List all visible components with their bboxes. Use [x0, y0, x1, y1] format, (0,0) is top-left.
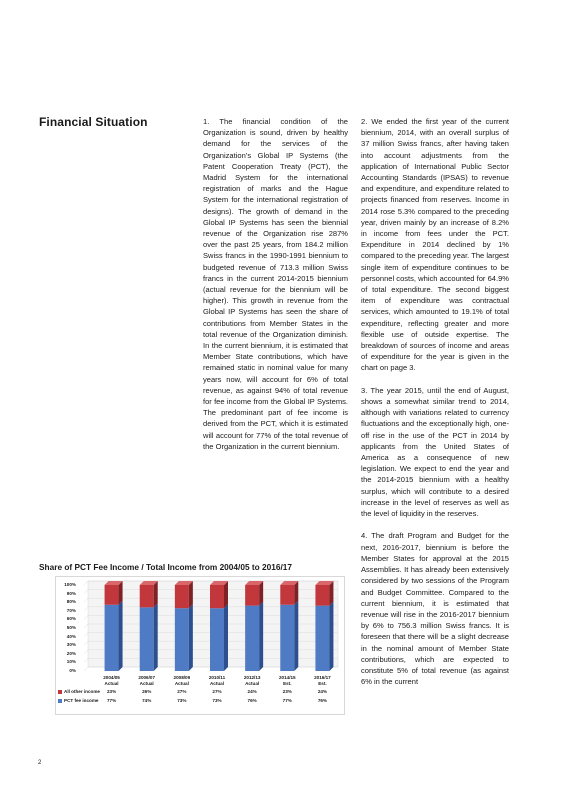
category-label-line: Actual [174, 681, 189, 686]
chart-title: Share of PCT Fee Income / Total Income from 2004/05 to 2016/17 [39, 562, 292, 572]
y-tick-label: 50% [66, 625, 76, 630]
category-label-line: Actual [104, 681, 119, 686]
bar-segment-side [189, 581, 193, 608]
data-table-value: 24% [317, 689, 328, 694]
bar-segment-side [224, 581, 228, 608]
bar-segment-side [154, 603, 158, 671]
bar-segment-side [189, 604, 193, 671]
bar-segment [175, 585, 189, 608]
category-label-line: Est. [283, 681, 292, 686]
y-tick-label: 90% [66, 590, 76, 596]
data-table-value: 76% [317, 698, 328, 703]
category-label-line: 2006/07 [138, 675, 155, 680]
category-label-line: Actual [209, 681, 225, 686]
data-table-value: 77% [282, 698, 292, 703]
data-table-value: 27% [212, 689, 222, 694]
bar-segment-side [329, 602, 333, 671]
paragraph-2: 2. We ended the first year of the current biennium, 2014, with an overall surplus of 37 million Swiss francs, after having taken into account adjustments from the application of International Public Sector Accounting Standards (IPSAS) to revenue and expenditure, and expenditure related to projects financed from reserves. Income in 2014 rose 5.3% compared to the preceding year, driven mainly by an increase of 8.2% in income from fees under the PCT. Expenditure in 2014 declined by 1% compared to the preceding year. The largest single item of expenditure continues to be personnel costs, which accounted for 64.9% of total expenditure. The second biggest item of expenditure was contractual services, which amounted to 19.1% of total expenditure, reflecting greater and more flexible use of outside expertise. The breakdown of sources of income and areas of expenditure for the year is given in the chart on page 3. [361, 117, 509, 373]
y-tick-label: 100% [64, 582, 76, 587]
y-tick-label: 70% [66, 607, 76, 613]
bar-segment [210, 608, 224, 671]
category-label [129, 675, 165, 687]
bar-segment [140, 607, 154, 671]
y-tick-label: 10% [66, 659, 76, 665]
legend-swatch [58, 690, 62, 694]
data-table-value: 23% [282, 689, 292, 694]
bar-segment-side [119, 601, 123, 671]
data-table-value: 27% [177, 689, 187, 694]
category-label-line: 2004/05 [103, 675, 120, 680]
bar-segment [210, 585, 224, 608]
bar-segment [105, 605, 119, 671]
y-tick-label: 30% [66, 642, 76, 648]
category-label [164, 675, 200, 687]
category-label-line: 2012/13 [243, 675, 261, 680]
category-label [199, 675, 235, 687]
text-column-right [361, 116, 509, 699]
data-table-row [56, 698, 344, 706]
paragraph-3: 3. The year 2015, until the end of August, shows a somewhat similar trend to 2014, although with variations related to currency fluctuations and the exceptionally high, one-off rise in the use of the PCT in 2014 by applicants from the United States of America as a consequence of new legislation. We expect to end the year and the 2014-2015 biennium with a healthy surplus, which will contribute to a desired increase in the level of reserves as well as the level of liquidity in the reserves. [361, 385, 509, 519]
data-table-value: 76% [247, 698, 257, 703]
bar-segment-side [154, 581, 158, 607]
paragraph-4: 4. The draft Program and Budget for the next, 2016-2017, biennium is before the Member States for approval at the 2015 Assemblies. It has already been extensively considered by two sessions of the Program and Budget Committee. Compared to the current biennium, it is estimated that revenue will rise in the 2016-2017 biennium by 6% to 756.3 million Swiss francs. It is foreseen that there will be a slight decrease in the nominal amount of Member State contributions, which are expected to constitute 5% of total revenue (as against 6% in the current [361, 531, 509, 687]
data-table-value: 23% [106, 689, 117, 694]
paragraph-1: 1. The financial condition of the Organization is sound, driven by healthy demand for the services of the Organization’s Global IP Systems (the Patent Cooperation Treaty (PCT), the Madrid System for the international registration of marks and the Hague System for the international registration of designs). The growth of demand in the Global IP Systems has seen the biennial revenue of the Organization rise 287% over the past 25 years, from 184.2 million Swiss francs in the 1990-1991 biennium to budgeted revenue of 713.3 million Swiss francs in the current 2014-2015 biennium (actual revenue for the biennium will be higher). This growth in revenue from the Global IP Systems has seen the share of contributions from Member States in the total revenue of the Organization diminish. In the current biennium, it is estimated that Member State contributions, which have remained static in nominal value for many years now, will account for 6% of total revenue, as against 94% of total revenue for fee income from the Global IP Systems. The predominant part of fee income is derived from the PCT, which it is estimated will account for 77% of the total revenue of the Organization in the current biennium. [203, 117, 348, 451]
category-label-line: Actual [245, 681, 260, 686]
bar-segment [175, 608, 189, 671]
category-label-line: 2016/17 [314, 675, 331, 680]
bar-segment [280, 605, 294, 671]
stacked-bar-chart [55, 576, 345, 715]
bar-segment [105, 585, 119, 605]
category-label-line: Est. [318, 681, 327, 686]
y-tick-label: 60% [66, 616, 76, 622]
bar-segment [245, 606, 259, 671]
data-table-value: 26% [142, 689, 152, 694]
bar-segment [140, 585, 154, 607]
legend-label: All other income [64, 689, 100, 694]
category-label-line: 2008/09 [173, 675, 191, 680]
bar-segment-side [329, 581, 333, 606]
section-title: Financial Situation [39, 115, 148, 129]
category-label [234, 675, 270, 687]
bar-segment-side [259, 602, 263, 671]
bar-segment [280, 585, 294, 605]
y-tick-label: 80% [66, 599, 76, 605]
bar-segment-side [224, 604, 228, 671]
category-label [304, 675, 340, 687]
data-table-value: 24% [247, 689, 257, 694]
y-tick-label: 0% [69, 668, 76, 673]
data-table-value: 73% [177, 698, 187, 703]
bar-segment [315, 606, 329, 671]
y-tick-label: 40% [66, 633, 76, 639]
bar-segment-side [259, 581, 263, 606]
legend-label: PCT fee income [64, 698, 99, 703]
category-label-line: 2010/11 [208, 675, 226, 680]
data-table-value: 77% [106, 698, 117, 703]
bar-segment [245, 585, 259, 606]
chart-plot [56, 577, 344, 677]
y-tick-label: 20% [66, 650, 76, 656]
category-label [269, 675, 305, 687]
data-table-value: 74% [142, 698, 152, 703]
bar-segment [315, 585, 329, 606]
bar-segment-side [294, 601, 298, 671]
data-table-value: 73% [212, 698, 222, 703]
category-label-line: 2014/15 [278, 675, 296, 680]
category-label [94, 675, 130, 687]
category-label-line: Actual [139, 681, 154, 686]
text-column-left [203, 116, 348, 463]
legend-swatch [58, 699, 62, 703]
bar-segment-side [119, 581, 123, 605]
data-table-row [56, 689, 344, 697]
bar-segment-side [294, 581, 298, 605]
page-number: 2 [38, 760, 42, 766]
